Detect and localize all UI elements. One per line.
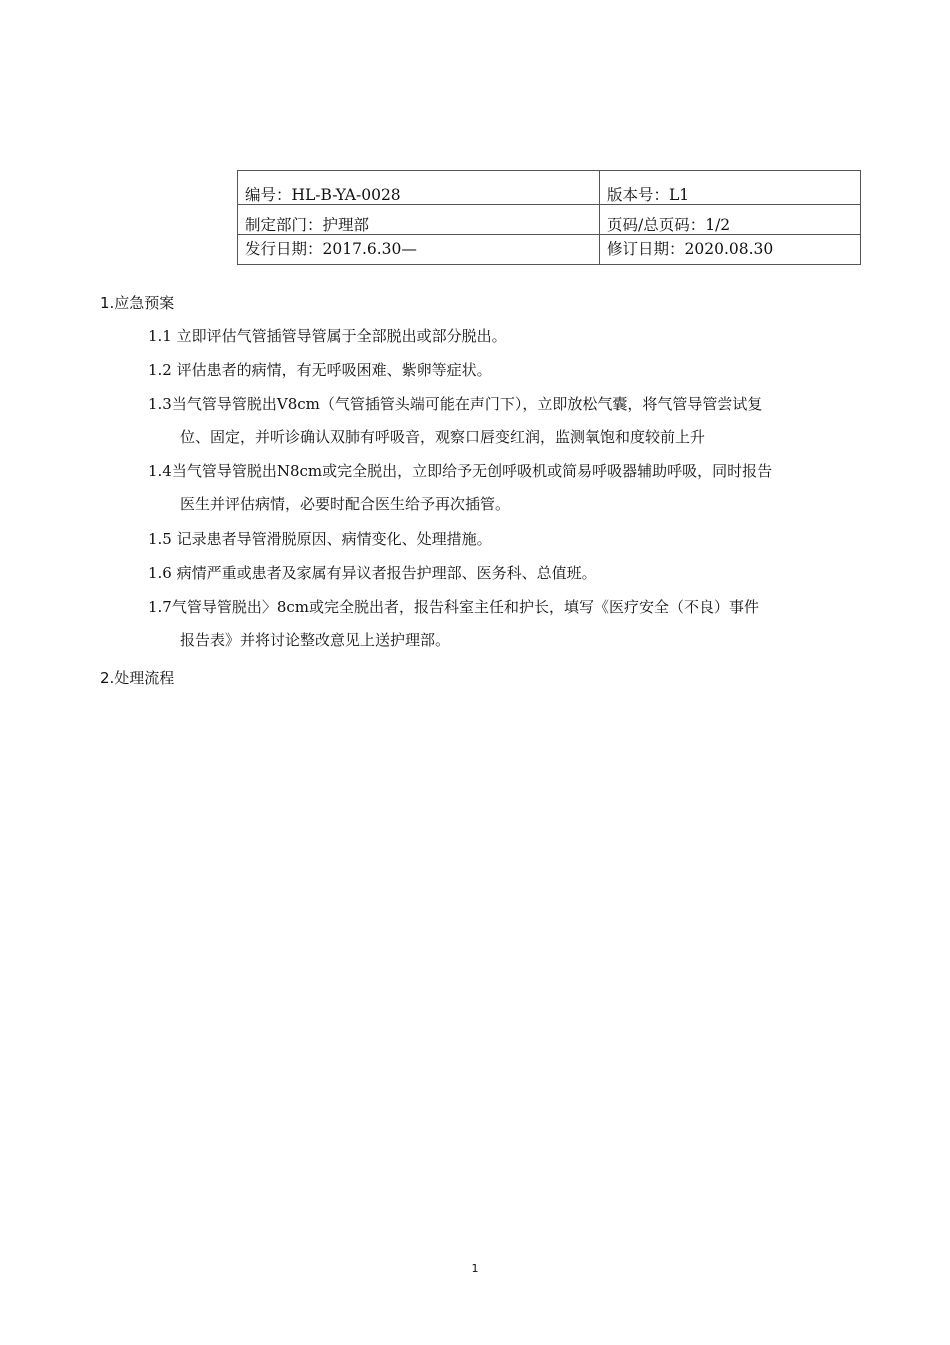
document-header-table [237, 170, 861, 265]
document-code: 编号：HL-B-YA-0028 [238, 171, 600, 205]
revision-date: 修订日期：2020.08.30 [600, 235, 861, 265]
list-item-text: 1.5 记录患者导管滑脱原因、病情变化、处理措施。 [148, 530, 492, 548]
list-item-continuation: 医生并评估病情，必要时配合医生给予再次插管。 [180, 495, 511, 513]
issue-date: 发行日期：2017.6.30— [238, 235, 600, 265]
list-item [148, 557, 860, 590]
list-item [148, 354, 860, 387]
page-number: 1 [471, 1262, 479, 1275]
section-title-emergency-plan: 1.应急预案 [100, 294, 175, 312]
list-item-text: 1.7气管导管脱出〉8cm或完全脱出者，报告科室主任和护长，填写《医疗安全（不良）事件 [148, 598, 760, 616]
issuing-department: 制定部门：护理部 [238, 205, 600, 235]
section-title-procedure: 2.处理流程 [100, 669, 175, 687]
list-item-continuation: 位、固定，并听诊确认双肺有呼吸音，观察口唇变红润，监测氧饱和度较前上升 [180, 428, 706, 446]
list-item-text: 1.3当气管导管脱出V8cm（气管插管头端可能在声门下），立即放松气囊，将气管导管尝试复 [148, 395, 763, 413]
list-item-text: 1.6 病情严重或患者及家属有异议者报告护理部、医务科、总值班。 [148, 564, 597, 582]
list-item [148, 320, 860, 353]
page-info: 页码/总页码：1/2 [600, 205, 861, 235]
list-item [148, 591, 860, 657]
list-item-text: 1.2 评估患者的病情，有无呼吸困难、紫卵等症状。 [148, 361, 492, 379]
list-item-text: 1.4当气管导管脱出N8cm或完全脱出，立即给予无创呼吸机或简易呼吸器辅助呼吸，同时报告 [148, 462, 773, 480]
list-item [148, 523, 860, 556]
list-item [148, 455, 860, 521]
list-item-continuation: 报告表》并将讨论整改意见上送护理部。 [180, 631, 451, 649]
list-item-text: 1.1 立即评估气管插管导管属于全部脱出或部分脱出。 [148, 327, 507, 345]
document-version: 版本号：L1 [600, 171, 861, 205]
list-item [148, 388, 860, 454]
